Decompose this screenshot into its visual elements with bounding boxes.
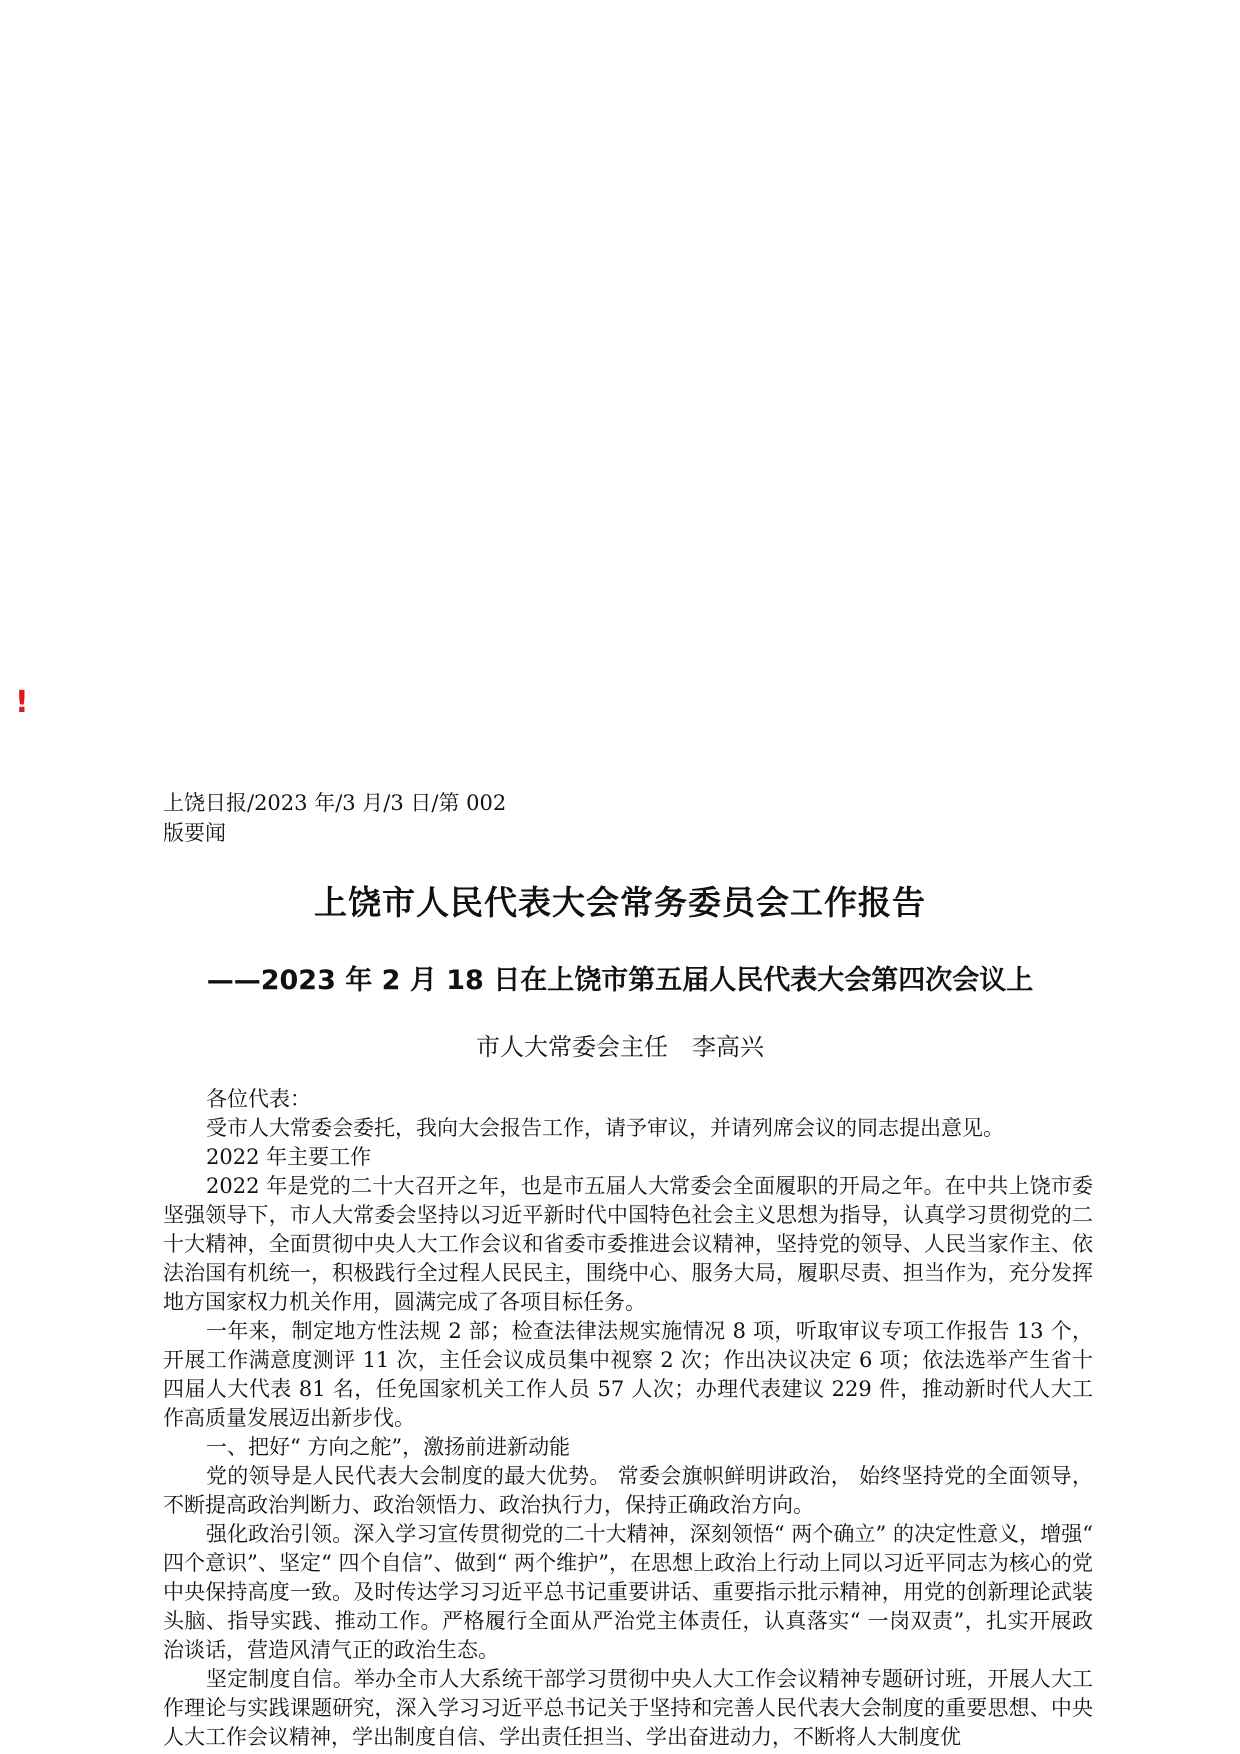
red-exclamation-mark: !: [15, 685, 29, 720]
section-heading: 2022 年主要工作: [206, 1145, 372, 1169]
paragraph: 受市人大常委会委托，我向大会报告工作，请予审议，并请列席会议的同志提出意见。: [206, 1116, 1004, 1140]
report-author: 市人大常委会主任 李高兴: [476, 1033, 764, 1061]
section-heading: 一、把好“ 方向之舵”，激扬前进新动能: [206, 1435, 571, 1459]
paragraph: 强化政治引领。深入学习宣传贯彻党的二十大精神，深刻领悟“ 两个确立” 的决定性意义，增强“ 四个意识”、坚定“ 四个自信”、做到“ 两个维护”，在思想上政治上行动上同以习近平同志为核心的党中央保持高度一致。及时传达学习习近平总书记重要讲话、重要指示批示精神，用党的创新理论武装头脑、指导实践、推动工作。严格履行全面从严治党主体责任，认真落实“ 一岗双责”，扎实开展政治谈话，营造风清气正的政治生态。: [163, 1522, 1093, 1662]
source-line-2: 版要闻: [163, 821, 226, 845]
report-subtitle: ——2023 年 2 月 18 日在上饶市第五届人民代表大会第四次会议上: [206, 965, 1034, 996]
paragraph: 一年来，制定地方性法规 2 部；检查法律法规实施情况 8 项，听取审议专项工作报告 13 个，开展工作满意度测评 11 次，主任会议成员集中视察 2 次；作出决议决定 6 项；依法选举产生省十四届人大代表 81 名，任免国家机关工作人员 57 人次；办理代表建议 229 件，推动新时代人大工作高质量发展迈出新步伐。: [163, 1319, 1093, 1430]
report-title: 上饶市人民代表大会常务委员会工作报告: [314, 883, 926, 922]
report-body: [163, 1085, 1093, 1752]
paragraph: 坚定制度自信。举办全市人大系统干部学习贯彻中央人大工作会议精神专题研讨班，开展人大工作理论与实践课题研究，深入学习习近平总书记关于坚持和完善人民代表大会制度的重要思想、中央人大工作会议精神，学出制度自信、学出责任担当、学出奋进动力，不断将人大制度优: [163, 1667, 1093, 1749]
paragraph: 党的领导是人民代表大会制度的最大优势。 常委会旗帜鲜明讲政治， 始终坚持党的全面领导，不断提高政治判断力、政治领悟力、政治执行力，保持正确政治方向。: [163, 1464, 1093, 1517]
paragraph: 2022 年是党的二十大召开之年，也是市五届人大常委会全面履职的开局之年。在中共上饶市委坚强领导下，市人大常委会坚持以习近平新时代中国特色社会主义思想为指导，认真学习贯彻党的二十大精神，全面贯彻中央人大工作会议和省委市委推进会议精神，坚持党的领导、人民当家作主、依法治国有机统一，积极践行全过程人民民主，围绕中心、服务大局，履职尽责、担当作为，充分发挥地方国家权力机关作用，圆满完成了各项目标任务。: [163, 1174, 1093, 1314]
source-line: [163, 788, 506, 848]
paragraph: 各位代表：: [206, 1087, 311, 1111]
source-line-1: 上饶日报/2023 年/3 月/3 日/第 002: [163, 791, 507, 815]
